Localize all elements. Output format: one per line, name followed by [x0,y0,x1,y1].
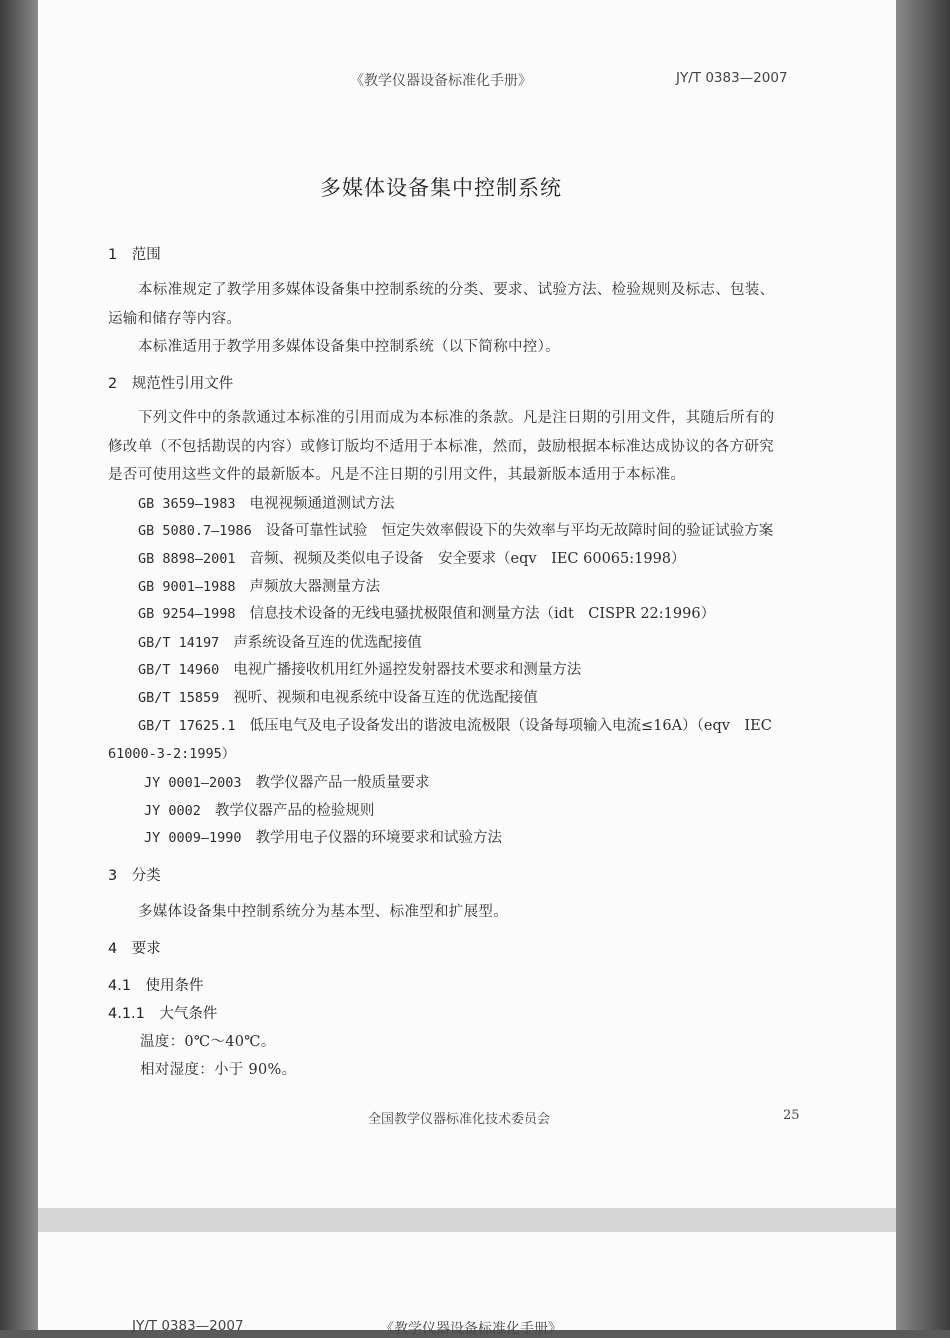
reference-item: JY 0002 教学仪器产品的检验规则 [144,803,375,819]
section-1-paragraph-1-line-1: 本标准规定了教学用多媒体设备集中控制系统的分类、要求、试验方法、检验规则及标志、包装、 [138,282,775,298]
reference-item: GB 8898—2001 音频、视频及类似电子设备 安全要求（eqv IEC 60065:1998） [138,551,686,567]
section-1-paragraph-1-line-2: 运输和储存等内容。 [108,311,242,327]
reference-item-continuation: 61000-3-2:1995） [108,746,236,762]
reference-item: GB 9254—1998 信息技术设备的无线电骚扰极限值和测量方法（idt CISPR 22:1996） [138,606,716,622]
running-header-standard-code: JY/T 0383—2007 [132,1318,244,1334]
viewer-right-margin [896,0,950,1330]
section-4-heading: 4 要求 [108,941,161,957]
footer-committee: 全国教学仪器标准化技术委员会 [368,1112,551,1127]
reference-item: GB/T 14960 电视广播接收机用红外遥控发射器技术要求和测量方法 [138,662,582,678]
reference-item: GB 3659—1983 电视视频通道测试方法 [138,496,395,512]
section-1-paragraph-2: 本标准适用于教学用多媒体设备集中控制系统（以下简称中控）。 [138,339,560,355]
temperature-condition: 温度：0℃～40℃。 [140,1034,276,1050]
reference-item: GB/T 15859 视听、视频和电视系统中设备互连的优选配接值 [138,690,538,706]
section-2-paragraph-line-3: 是否可使用这些文件的最新版本。凡是不注日期的引用文件，其最新版本适用于本标准。 [108,467,686,483]
subsection-4-1-1-heading: 4.1.1 大气条件 [108,1006,218,1022]
reference-item: GB 5080.7—1986 设备可靠性试验 恒定失效率假设下的失效率与平均无故障时间的验证试验方案 [138,523,774,539]
viewer-left-margin [0,0,38,1330]
section-3-paragraph: 多媒体设备集中控制系统分为基本型、标准型和扩展型。 [138,904,508,920]
page-title: 多媒体设备集中控制系统 [320,176,562,200]
running-header-book-title: 《教学仪器设备标准化手册》 [380,1321,562,1337]
section-1-heading: 1 范围 [108,247,161,263]
document-page-26 [38,1232,896,1337]
document-page-25 [38,0,896,1208]
section-3-heading: 3 分类 [108,868,161,884]
reference-item: JY 0001—2003 教学仪器产品一般质量要求 [144,775,430,791]
page-separator [38,1208,896,1232]
reference-item: JY 0009—1990 教学用电子仪器的环境要求和试验方法 [144,830,503,846]
running-header-book-title: 《教学仪器设备标准化手册》 [350,73,532,89]
subsection-4-1-heading: 4.1 使用条件 [108,978,204,994]
page-number: 25 [783,1108,800,1123]
reference-item: GB/T 14197 声系统设备互连的优选配接值 [138,635,422,651]
section-2-paragraph-line-1: 下列文件中的条款通过本标准的引用而成为本标准的条款。凡是注日期的引用文件，其随后所有的 [138,410,775,426]
section-2-paragraph-line-2: 修改单（不包括勘误的内容）或修订版均不适用于本标准，然而，鼓励根据本标准达成协议的各方研究 [108,439,774,455]
reference-item: GB/T 17625.1 低压电气及电子设备发出的谐波电流极限（设备每项输入电流≤16A）（eqv IEC [138,718,772,734]
running-header-standard-code: JY/T 0383—2007 [676,70,788,86]
humidity-condition: 相对湿度：小于 90%。 [140,1062,297,1078]
section-2-heading: 2 规范性引用文件 [108,376,234,392]
reference-item: GB 9001—1988 声频放大器测量方法 [138,579,381,595]
